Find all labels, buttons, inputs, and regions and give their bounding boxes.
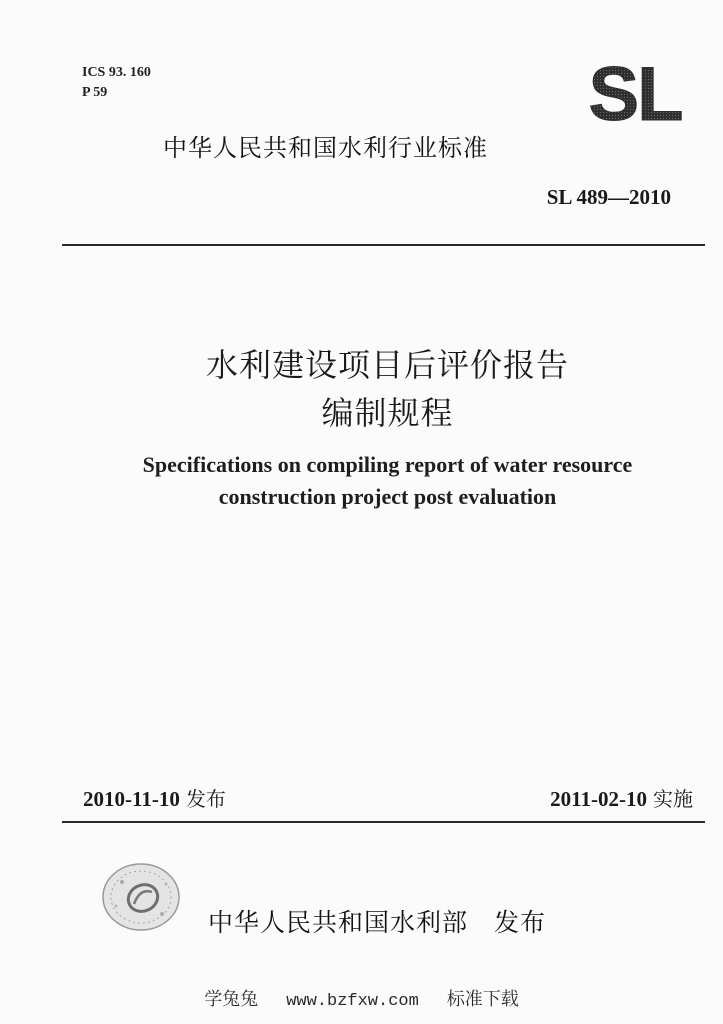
watermark-site-name: 学兔兔	[204, 989, 259, 1010]
publisher-line	[208, 903, 546, 939]
watermark-slogan: 标准下载	[446, 989, 519, 1010]
ics-code: ICS 93. 160	[82, 65, 151, 80]
title-en-line2: construction project post evaluation	[218, 484, 557, 509]
title-cn-line2: 编制规程	[321, 394, 454, 432]
title-en-line1: Specifications on compiling report of water resource	[142, 452, 633, 477]
issue-date: 2010-11-10	[83, 787, 180, 811]
title-cn-line1: 水利建设项目后评价报告	[205, 346, 569, 384]
issue-date-block	[83, 783, 226, 812]
sl-logo	[578, 60, 692, 126]
category-code: P 59	[82, 85, 108, 100]
implement-date-block	[550, 783, 693, 812]
issue-label: 发布	[185, 787, 226, 811]
publisher-seal-icon	[100, 860, 182, 934]
top-divider	[62, 244, 705, 246]
watermark-url[interactable]: www.bzfxw.com	[286, 992, 419, 1011]
standard-body: 中华人民共和国水利行业标准	[163, 134, 488, 162]
footer-watermark	[0, 985, 723, 1011]
implement-label: 实施	[653, 787, 693, 811]
publisher-verb: 发布	[494, 908, 547, 937]
standard-number: SL 489—2010	[546, 185, 671, 209]
bottom-divider	[62, 821, 705, 823]
publisher-name: 中华人民共和国水利部	[208, 908, 469, 937]
sl-logo-text: SL	[588, 60, 682, 126]
classification-codes	[82, 63, 151, 103]
implement-date: 2011-02-10	[550, 787, 647, 811]
